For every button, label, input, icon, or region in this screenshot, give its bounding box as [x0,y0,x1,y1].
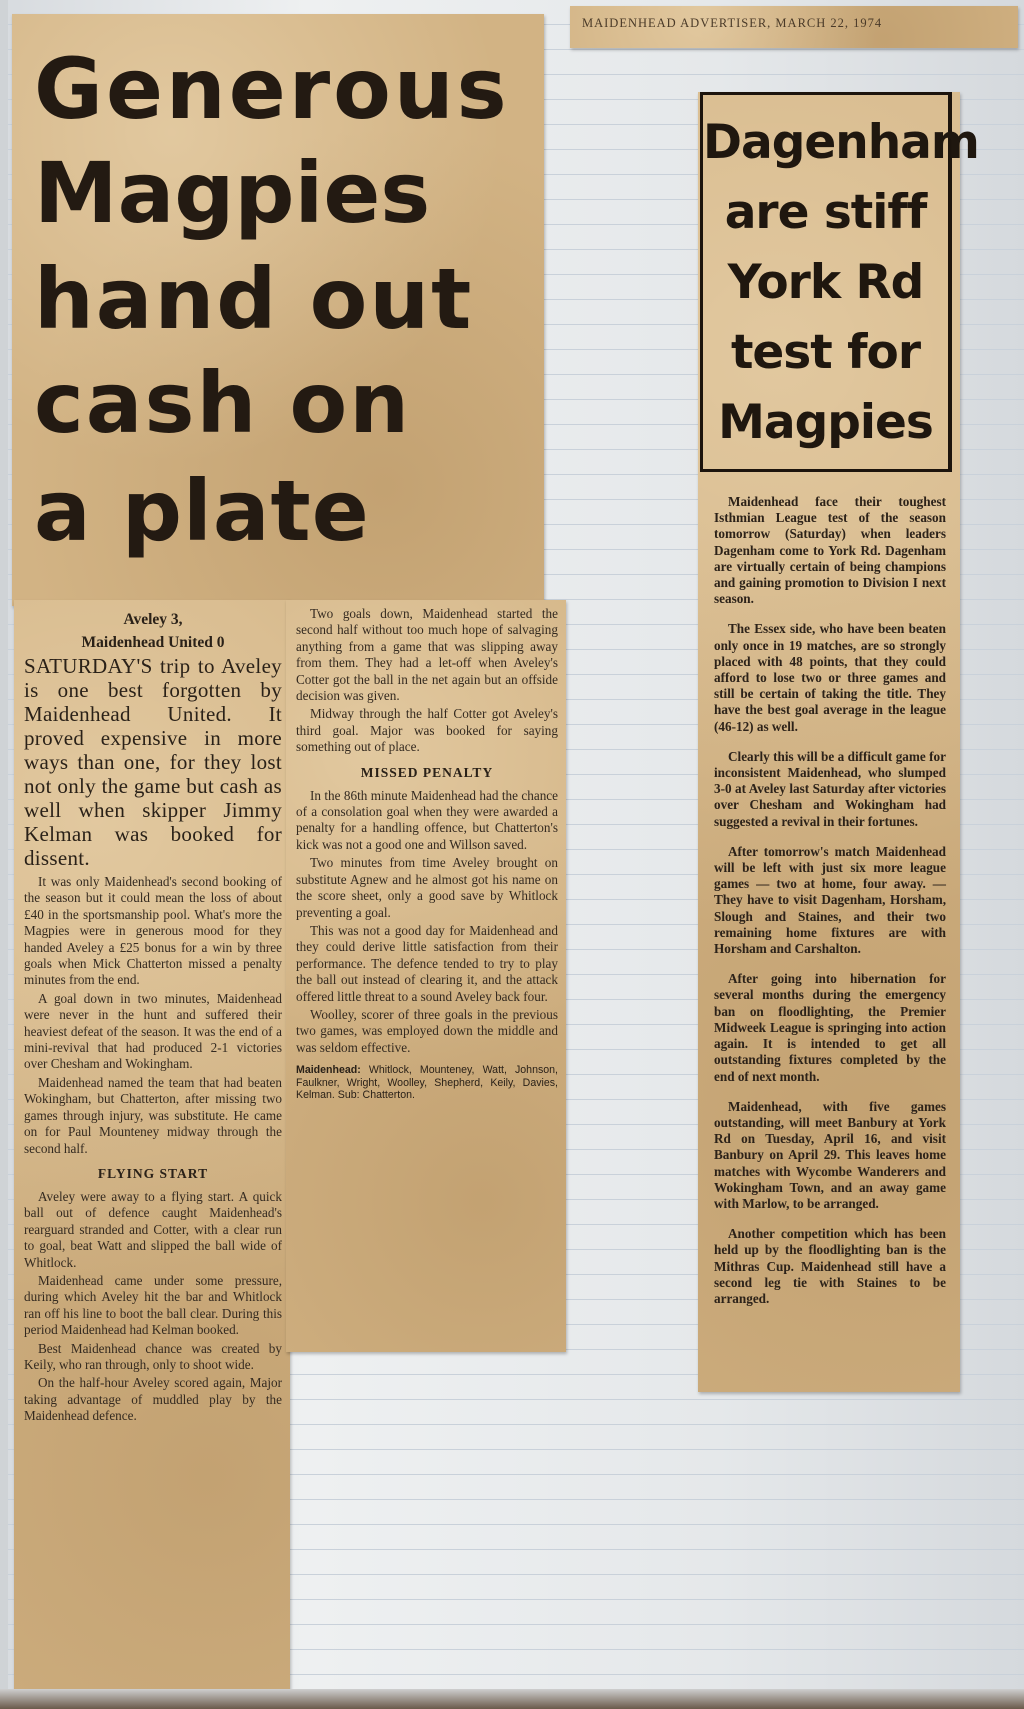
article-paragraph: Two minutes from time Aveley brought on substitute Agnew and he almost got his name on the score sheet, only a good save by Whitlock preventing a goal. [296,855,558,920]
article-paragraph: Midway through the half Cotter got Aveley's third goal. Major was booked for saying something out of place. [296,706,558,755]
side-headline-line-5: Magpies [718,395,933,450]
notebook-margin [0,0,8,1709]
subhead-missed-penalty: MISSED PENALTY [360,764,494,780]
article-paragraph: On the half-hour Aveley scored again, Major taking advantage of muddled play by the Maidenhead defence. [24,1375,282,1424]
article-paragraph: A goal down in two minutes, Maidenhead were never in the hunt and suffered their heaviest defeat of the season. It was the end of a mini-revival that had produced 2-1 victories over Chesham and Wokingham. [24,990,282,1072]
masthead-clipping [570,6,1018,48]
side-headline-box [700,92,979,472]
side-headline-line-4: test for [730,325,921,380]
side-article-clipping [698,92,979,1392]
headline-line-3: hand out [34,250,474,348]
article-column-middle-body [296,606,558,1102]
headline-line-5: a plate [34,462,370,560]
side-headline-line-2: are stiff [724,185,927,240]
headline-line-2: Magpies [34,144,431,242]
article-paragraph: This was not a good day for Maidenhead and they could derive little satisfaction from their performance. The defence tended to try to play the ball out instead of clearing it, and the attack offered little threat to a sound Aveley back four. [296,922,558,1004]
side-article-paragraph: After going into hibernation for several months during the emergency ban on floodlighting, the Premier Midweek League is springing into action again. It is intended to get all outstanding fixtures completed by the end of next month. [714,971,946,1084]
article-paragraph: Maidenhead named the team that had beaten Wokingham, but Chatterton, after missing two games through injury, was substitute. He came on for Paul Mounteney midway through the second half. [24,1074,282,1156]
team-lineup [296,1064,558,1102]
team-list: Whitlock, Mounteney, Watt, Johnson, Faulkner, Wright, Woolley, Shepherd, Keily, Davies, Kelman. Sub: Chatterton. [296,1064,558,1102]
article-paragraph: Two goals down, Maidenhead started the second half without too much hope of salvaging anything from a game that was slipping away from them. They had a let-off when Aveley's Cotter got the ball in the net again but an offside decision was given. [296,606,558,704]
masthead-text: MAIDENHEAD ADVERTISER, MARCH 22, 1974 [582,16,883,30]
article-column-left-body [24,606,282,1427]
side-article-paragraph: Maidenhead face their toughest Isthmian League test of the season tomorrow (Saturday) when leaders Dagenham come to York Rd. Dagenham are virtually certain of being champions and gaining promotion to Division I next season. [714,494,946,607]
headline-clipping [12,14,544,606]
article-column-middle [286,600,566,1352]
score-line-1: Aveley 3, [123,611,183,628]
side-headline-line-3: York Rd [727,255,924,310]
subhead-flying-start: FLYING START [97,1165,209,1181]
article-paragraph: In the 86th minute Maidenhead had the chance of a consolation goal when they were awarded a penalty for a handling offence, but Chatterton's kick was not a good one and Willson saved. [296,787,558,852]
headline-line-1: Generous [34,40,510,138]
article-paragraph: It was only Maidenhead's second booking of the season but it could mean the loss of about £40 in the sportsmanship pool. What's more the Magpies were in generous mood for they handed Aveley a £25 bonus for a win by three goals when Mick Chatterton missed a penalty minutes from the end. [24,874,282,988]
side-article-paragraph: The Essex side, who have been beaten only once in 19 matches, are so strongly placed with 48 points, that they could afford to lose two or three games and still be certain of taking the title. They have the best goal average in the league (46-12) as well. [714,621,946,734]
article-paragraph: Woolley, scorer of three goals in the previous two games, was employed down the middle and was seldom effective. [296,1006,558,1055]
article-lead: SATURDAY'S trip to Aveley is one best forgotten by Maidenhead United. It proved expensive in more ways than one, for they lost not only the game but cash as well when skipper Jimmy Kelman was booked for dissent. [24,654,282,870]
side-article-paragraph: Clearly this will be a difficult game for inconsistent Maidenhead, who slumped 3-0 at Aveley last Saturday after victories over Chesham and Wokingham had suggested a revival in their fortunes. [714,748,946,829]
article-paragraph: Maidenhead came under some pressure, during which Aveley hit the bar and Whitlock ran off his line to boot the ball clear. During this period Maidenhead had Kelman booked. [24,1272,282,1338]
side-headline-line-1: Dagenham [703,115,979,170]
article-column-left [14,600,290,1696]
score-line-2: Maidenhead United 0 [81,634,225,651]
article-paragraph: Best Maidenhead chance was created by Keily, who ran through, only to shoot wide. [24,1340,282,1372]
side-article-paragraph: Another competition which has been held up by the floodlighting ban is the Mithras Cup. Maidenhead still have a second leg tie with Staines to be arranged. [714,1226,946,1306]
page-bottom-edge [0,1689,1024,1709]
team-label: Maidenhead: [296,1064,361,1077]
side-article-body [714,494,946,1321]
headline-line-4: cash on [34,354,412,452]
article-paragraph: Aveley were away to a flying start. A quick ball out of defence caught Maidenhead's rearguard stranded and Cotter, with a clear run to goal, beat Watt and slipped the ball wide of Whitlock. [24,1188,282,1270]
side-article-paragraph: Maidenhead, with five games outstanding, will meet Banbury at York Rd on Tuesday, April 16, and visit Banbury on April 29. This leaves home matches with Wycombe Wanderers and Wokingham Town, and an away game with Marlow, to be arranged. [714,1098,946,1211]
side-article-paragraph: After tomorrow's match Maidenhead will be left with just six more league games — two at home, four away. — They have to visit Dagenham, Horsham, Slough and Staines, and their two remaining home fixtures are with Horsham and Carshalton. [714,843,946,957]
